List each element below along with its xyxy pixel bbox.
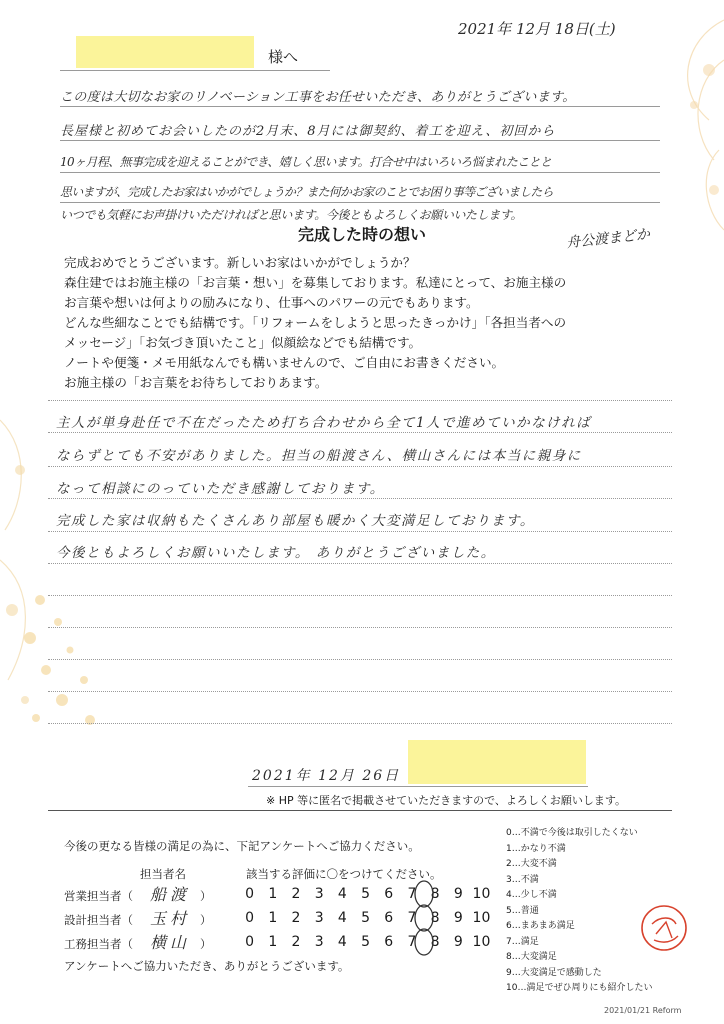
letter-line: いつでも気軽にお声掛けいただければと思います。今後ともよろしくお願いいたします。 [60,208,523,222]
survey-intro: 今後の更なる皆様の満足の為に、下記アンケートへご協力ください。 [64,839,420,853]
staff-name-design: 玉村 [150,909,191,928]
redacted-recipient-name [76,36,254,68]
intro-line: メッセージ」「お気づき頂いたこと」似顔絵などでも結構です。 [64,335,422,350]
intro-line: 森住建ではお施主様の「お言葉・想い」を募集しております。私達にとって、お施主様の [64,275,567,290]
legend-item: 4…少し不満 [506,890,557,900]
scale-value[interactable]: 9 [453,910,463,926]
scale-value[interactable]: 8 [430,934,440,950]
intro-line: どんな些細なことでも結構です。「リフォームをしようと思ったきっかけ」「各担当者への [64,315,567,330]
scale-value[interactable]: 8 [430,910,440,926]
legend-item: 8…大変満足 [506,952,557,962]
ruled-line [48,595,672,596]
date-underline [248,786,588,787]
floral-decoration-bottom-left [0,560,120,780]
divider [48,810,672,811]
scale-value[interactable]: 1 [268,934,278,950]
scale-value[interactable]: 7 [407,886,417,902]
salutation-suffix: 様へ [268,48,299,66]
letter-date: 2021年 12月 18日(土) [458,20,616,38]
response-date: 2021年 12月 26日 [252,768,401,784]
rating-header: 該当する評価に〇をつけてください。 [246,867,442,881]
rating-scale-construction [238,934,493,950]
letter-rule [60,140,660,141]
legend-item: 9…大変満足で感動した [506,967,602,978]
scale-value[interactable]: 3 [314,886,324,902]
intro-line: 完成おめでとうございます。新しいお家はいかがでしょうか？ [64,255,416,270]
rating-legend [506,826,652,997]
response-line: 完成した家は収納もたくさんあり部屋も暖かく大変満足しております。 [56,513,535,529]
intro-line: ノートや便箋・メモ用紙なんでも構いませんので、ご自由にお書きください。 [64,355,505,370]
ruled-line [48,466,672,467]
letter-line: この度は大切なお家のリノベーション工事をお任せいただき、ありがとうございます。 [60,90,576,105]
letter-line: 10ヶ月程、無事完成を迎えることができ、嬉しく思います。打合せ中はいろいろ悩まれたことと [60,155,552,169]
legend-item: 5…普通 [506,905,539,916]
scale-value[interactable]: 6 [384,910,394,926]
scale-value[interactable]: 5 [361,886,370,902]
ruled-line [48,432,672,433]
response-line: なって相談にのっていただき感謝しております。 [56,481,385,497]
ruled-line [48,659,672,660]
letter-rule [60,106,660,107]
letter-line: 長屋様と初めてお会いしたのが2月末、8月には御契約、着工を迎え、初回から [60,124,556,139]
ruled-line [48,563,672,564]
scale-value[interactable]: 10 [472,934,491,950]
ruled-line [48,691,672,692]
role-label-sales: 営業担当者（ [64,889,133,903]
letter-signature: 舟公渡まどか [565,226,651,252]
ruled-line [48,531,672,532]
scale-value[interactable]: 0 [245,934,255,950]
intro-line: お施主様の「お言葉をお待ちしておりあます。 [64,375,328,390]
ruled-line [48,627,672,628]
response-line: 主人が単身赴任で不在だったため打ち合わせから全て1人で進めていかなければ [56,415,592,431]
legend-item: 0…不満で今後は取引したくない [506,828,638,838]
footer-code: 2021/01/21 Reform [604,1006,682,1015]
staff-name-construction: 横山 [150,933,191,952]
scale-value[interactable]: 1 [268,910,278,926]
response-line: ならずとても不安がありました。担当の船渡さん、横山さんには本当に親身に [56,448,582,464]
ruled-line [48,498,672,499]
response-line: 今後ともよろしくお願いいたします。 ありがとうございました。 [56,545,496,561]
legend-item: 10…満足でぜひ周りにも紹介したい [506,983,653,993]
rating-scale-design [238,910,493,926]
salutation-underline [60,70,330,71]
redacted-signature [408,740,586,784]
ruled-line [48,723,672,724]
form-title: 完成した時の想い [297,225,426,244]
notice-text: ※ HP 等に匿名で掲載させていただきますので、よろしくお願いします。 [266,794,627,807]
letter-line: 思いますが、完成したお家はいかがでしょうか？また何かお家のことでお困り事等ございましたら [60,185,553,199]
scale-value[interactable]: 6 [384,886,394,902]
form-intro [64,253,566,393]
legend-item: 6…まあまあ満足 [506,921,575,931]
survey-thanks: アンケートへご協力いただき、ありがとうございます。 [64,959,350,973]
legend-item: 7…満足 [506,936,539,947]
scale-value[interactable]: 9 [453,934,463,950]
scale-value[interactable]: 4 [337,886,347,902]
letter-rule [60,172,660,173]
role-close: ） [200,937,212,951]
staff-name-sales: 船渡 [150,885,191,904]
scale-value[interactable]: 6 [384,934,394,950]
scale-value[interactable]: 3 [314,934,324,950]
scale-value[interactable]: 2 [291,910,301,926]
legend-item: 1…かなり不満 [506,843,566,854]
legend-item: 3…不満 [506,874,539,885]
letter-rule [60,202,660,203]
ruled-line [48,400,672,401]
scale-value[interactable]: 1 [268,886,278,902]
scale-value[interactable]: 7 [407,910,417,926]
legend-item: 2…大変不満 [506,859,557,869]
scale-value[interactable]: 8 [430,886,440,902]
staff-header: 担当者名 [140,867,186,881]
intro-line: お言葉や想いは何よりの励みになり、仕事へのパワーの元でもあります。 [64,295,479,310]
scale-value[interactable]: 10 [472,910,491,926]
scale-value[interactable]: 2 [291,934,301,950]
scale-value[interactable]: 9 [453,886,463,902]
scale-value[interactable]: 2 [291,886,301,902]
scale-value[interactable]: 7 [407,934,417,950]
scale-value[interactable]: 3 [314,910,324,926]
role-close: ） [200,889,212,903]
scale-value[interactable]: 4 [337,910,347,926]
scale-value[interactable]: 4 [337,934,347,950]
role-close: ） [200,913,212,927]
floral-decoration-top-right [614,0,724,260]
scale-value[interactable]: 0 [245,886,255,902]
scale-value[interactable]: 0 [245,910,255,926]
role-label-construction: 工務担当者（ [64,937,133,951]
rating-scale-sales [238,886,493,902]
scale-value[interactable]: 10 [472,886,491,902]
scale-value[interactable]: 5 [361,910,370,926]
scale-value[interactable]: 5 [361,934,370,950]
role-label-design: 設計担当者（ [64,913,133,927]
